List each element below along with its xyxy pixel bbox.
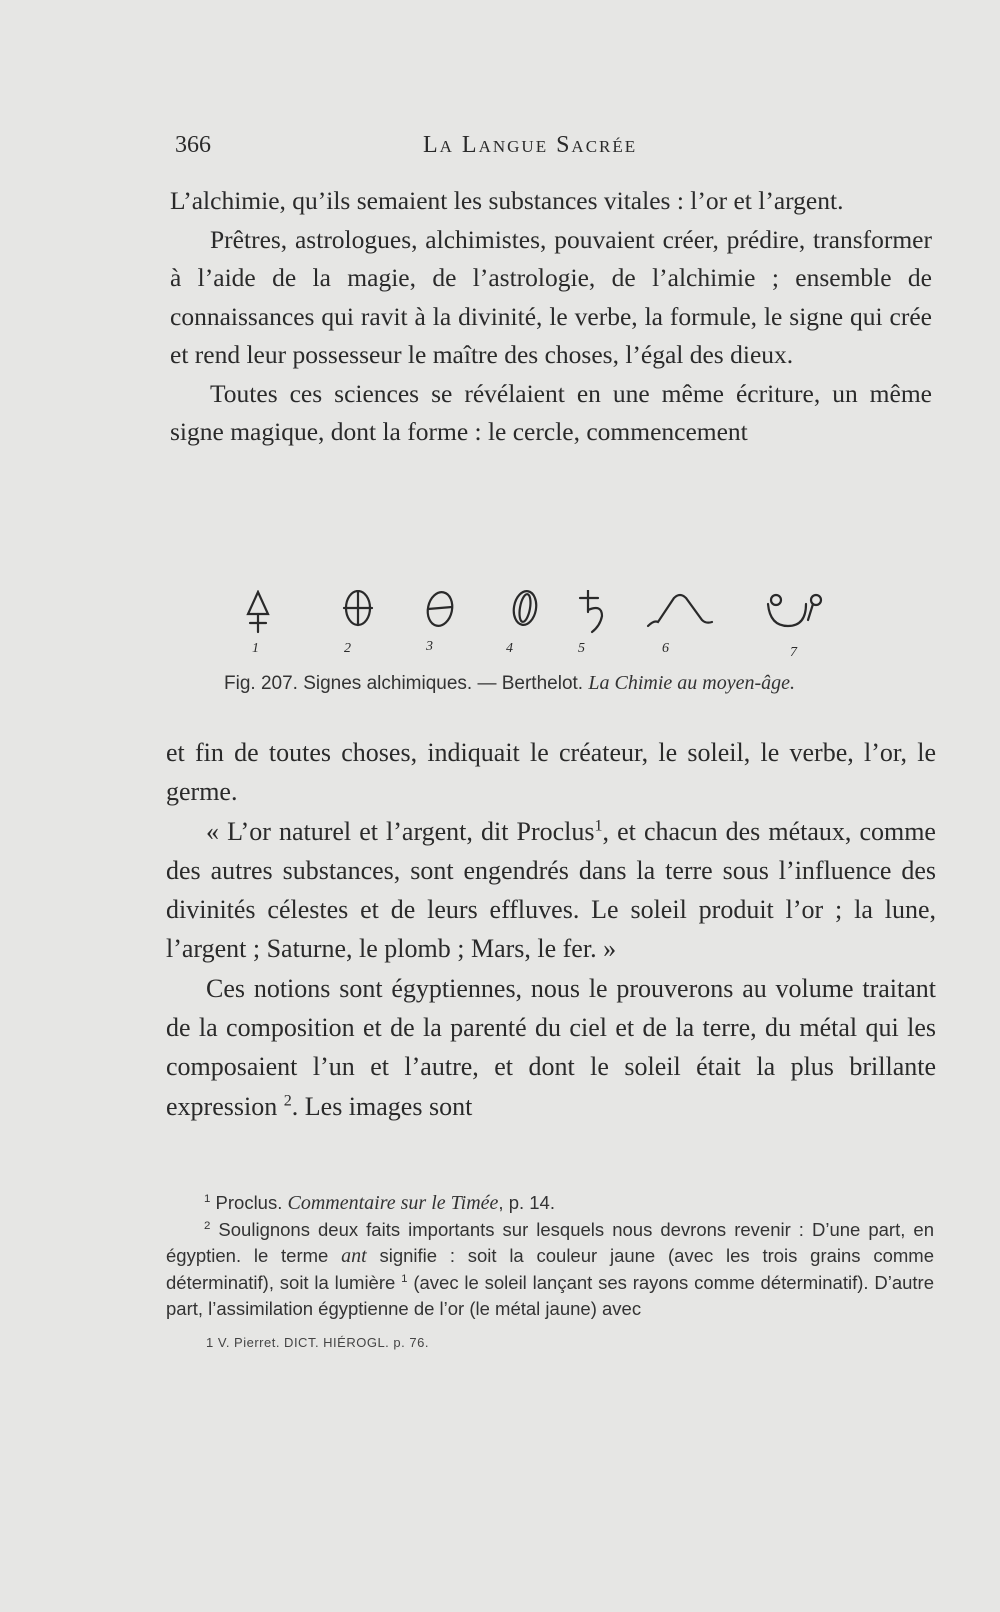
body-text-bottom [166,733,936,1126]
footnote-text: signifie : soit la couleur jaune (avec les trois grains comme déterminatif), soit la lumière [166,1245,934,1293]
alchemical-sign-5-icon [580,590,602,632]
page-header [175,132,935,172]
footnote-mark: 1 [401,1272,408,1285]
figure-number: 5 [578,641,585,656]
caption-text: Fig. 207. Signes alchimiques. — Berthelot. [224,673,584,694]
footnote-text: (avec le soleil lançant ses rayons comme déterminatif). D’autre part, l’assimilation égyptienne de l’or (le métal jaune) avec [166,1271,934,1319]
alchemical-sign-3-icon [425,590,456,628]
footnote-text: Proclus. [210,1192,288,1213]
footnote-mark: 2 [204,1219,211,1232]
footnote-text: Soulignons deux faits importants sur lesquels nous devrons revenir : D’une part, en égyptien. le terme [166,1218,934,1266]
alchemical-sign-7-icon [768,595,821,626]
paragraph: et fin de toutes choses, indiquait le créateur, le soleil, le verbe, l’or, le germe. [166,738,936,807]
figure-caption [224,672,904,695]
alchemical-sign-4-icon [511,590,539,627]
paragraph [166,812,936,969]
alchemical-sign-6-icon [648,595,712,626]
page-number: 366 [175,132,211,158]
figure-number: 6 [662,641,669,656]
paragraph: Toutes ces sciences se révélaient en une même écriture, un même signe magique, dont la forme : le cercle, commencement [170,378,932,446]
body-text-top [170,182,932,452]
alchemical-signs-drawing [240,590,860,670]
footnote-2 [166,1217,934,1323]
paragraph [166,969,936,1126]
alchemical-sign-2-icon [344,591,372,625]
figure-number: 1 [252,641,259,656]
running-title: La Langue Sacrée [423,132,638,158]
figure-number: 3 [426,639,433,654]
paragraph-text: , et chacun des métaux, comme des autres substances, sont engendrés dans la terre sous l’influence des divinités célestes et de leurs effluves. Le soleil produit l’or ; la lune, l’argent ; Saturne, le plomb ; Mars, le fer. » [166,816,936,964]
alchemical-signs-figure [240,590,860,670]
footnote-book-title: Commentaire sur le Timée [287,1192,499,1214]
footnotes [166,1190,934,1323]
sub-footnote: 1 V. Pierret. DICT. HIÉROGL. p. 76. [206,1335,429,1350]
footnote-1 [166,1190,934,1217]
paragraph-text: . Les images sont [291,1091,473,1121]
paragraph-text: Ces notions sont égyptiennes, nous le prouverons au volume traitant de la composition et de la parenté du ciel et de la terre, du métal qui les composaient l’un et l’autre, et dont le soleil était la plus brillante expression [166,973,936,1121]
caption-book-title: La Chimie au moyen-âge. [588,672,795,694]
figure-number: 7 [790,645,797,660]
figure-number: 2 [344,641,351,656]
figure-number: 4 [506,641,513,656]
footnote-text: , p. 14. [498,1192,555,1213]
footnote-mark: 1 [204,1192,211,1205]
alchemical-sign-1-icon [248,592,268,632]
paragraph: Prêtres, astrologues, alchimistes, pouvaient créer, prédire, transformer à l’aide de la magie, de l’astrologie, de l’alchimie ; ensemble de connaissances qui ravit à la divinité, le verbe, la formule, le signe qui crée et rend leur possesseur le maître des choses, l’égal des dieux. [170,224,932,369]
footnote-ref: 1 [594,816,603,834]
footnote-term: ant [341,1245,367,1267]
paragraph-text: « L’or naturel et l’argent, dit Proclus [206,816,595,846]
footnote-ref: 2 [283,1092,292,1110]
paragraph: L’alchimie, qu’ils semaient les substances vitales : l’or et l’argent. [170,186,844,215]
